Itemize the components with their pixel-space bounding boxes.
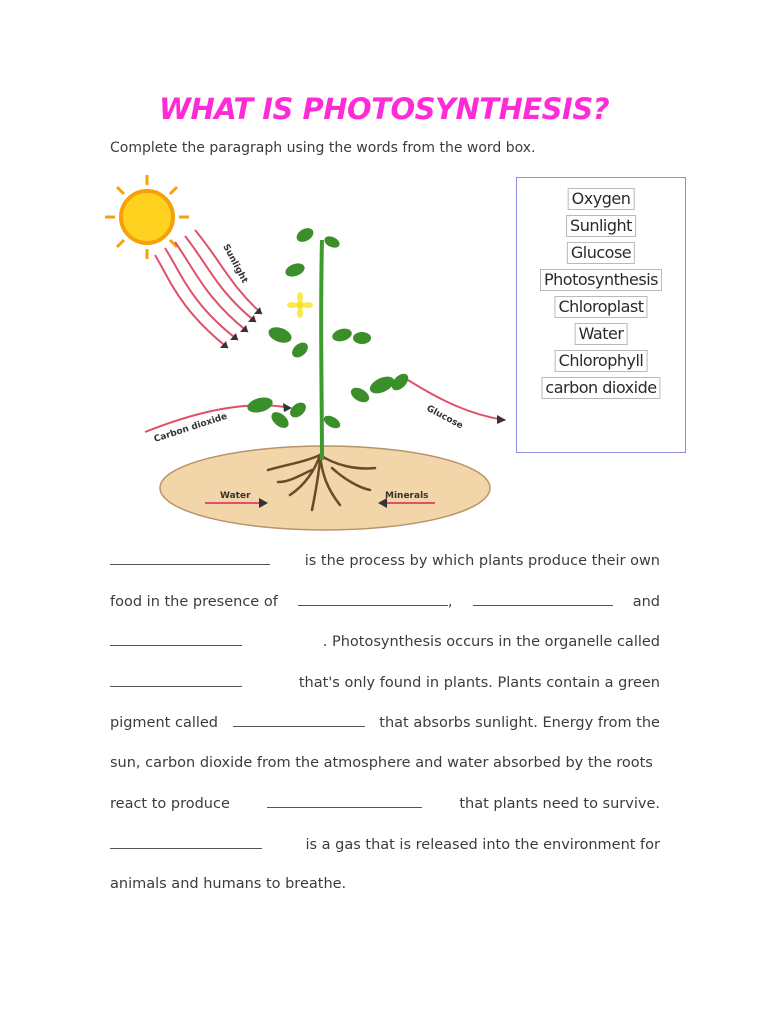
water-label: Water xyxy=(220,491,251,501)
answer-blank[interactable] xyxy=(473,589,613,606)
word-box-item: Sunlight xyxy=(566,215,636,237)
instructions: Complete the paragraph using the words from the word box. xyxy=(110,140,536,156)
word-box-item: carbon dioxide xyxy=(541,377,660,399)
flower-icon xyxy=(287,292,313,318)
carbon-dioxide-label: Carbon dioxide xyxy=(152,411,229,445)
paragraph-line: pigment called that absorbs sunlight. Energy from the xyxy=(110,710,660,751)
answer-blank[interactable] xyxy=(110,629,242,646)
answer-blank[interactable] xyxy=(267,791,422,808)
photosynthesis-diagram xyxy=(100,170,510,540)
word-box xyxy=(516,177,686,453)
paragraph-line: animals and humans to breathe. xyxy=(110,876,347,892)
answer-blank[interactable] xyxy=(110,548,270,565)
paragraph-line: is the process by which plants produce their own xyxy=(110,548,660,589)
word-box-item: Photosynthesis xyxy=(540,269,662,291)
word-box-item: Glucose xyxy=(567,242,635,264)
answer-blank[interactable] xyxy=(233,710,365,727)
word-box-item: Oxygen xyxy=(568,188,635,210)
glucose-arrow xyxy=(408,380,505,420)
plant-stem xyxy=(321,240,322,460)
plant-leaves xyxy=(246,225,412,431)
answer-blank[interactable] xyxy=(110,670,242,687)
paragraph-line: that's only found in plants. Plants contain a green xyxy=(110,670,660,711)
word-box-item: Chloroplast xyxy=(554,296,647,318)
word-box-item: Water xyxy=(575,323,628,345)
fill-in-paragraph xyxy=(110,548,660,913)
paragraph-line: . Photosynthesis occurs in the organelle called xyxy=(110,629,660,670)
sun-icon xyxy=(105,175,189,259)
worksheet-title: WHAT IS PHOTOSYNTHESIS? xyxy=(158,92,610,126)
paragraph-line: food in the presence of , and xyxy=(110,589,660,630)
glucose-label: Glucose xyxy=(424,403,465,432)
paragraph-line: react to produce that plants need to survive. xyxy=(110,791,660,832)
answer-blank[interactable] xyxy=(110,832,262,849)
paragraph-line: sun, carbon dioxide from the atmosphere and water absorbed by the roots xyxy=(110,754,653,771)
word-box-item: Chlorophyll xyxy=(555,350,648,372)
answer-blank[interactable] xyxy=(298,589,448,606)
paragraph-line: is a gas that is released into the environment for xyxy=(110,832,660,873)
minerals-label: Minerals xyxy=(385,491,429,501)
sunlight-label: Sunlight xyxy=(220,242,250,286)
